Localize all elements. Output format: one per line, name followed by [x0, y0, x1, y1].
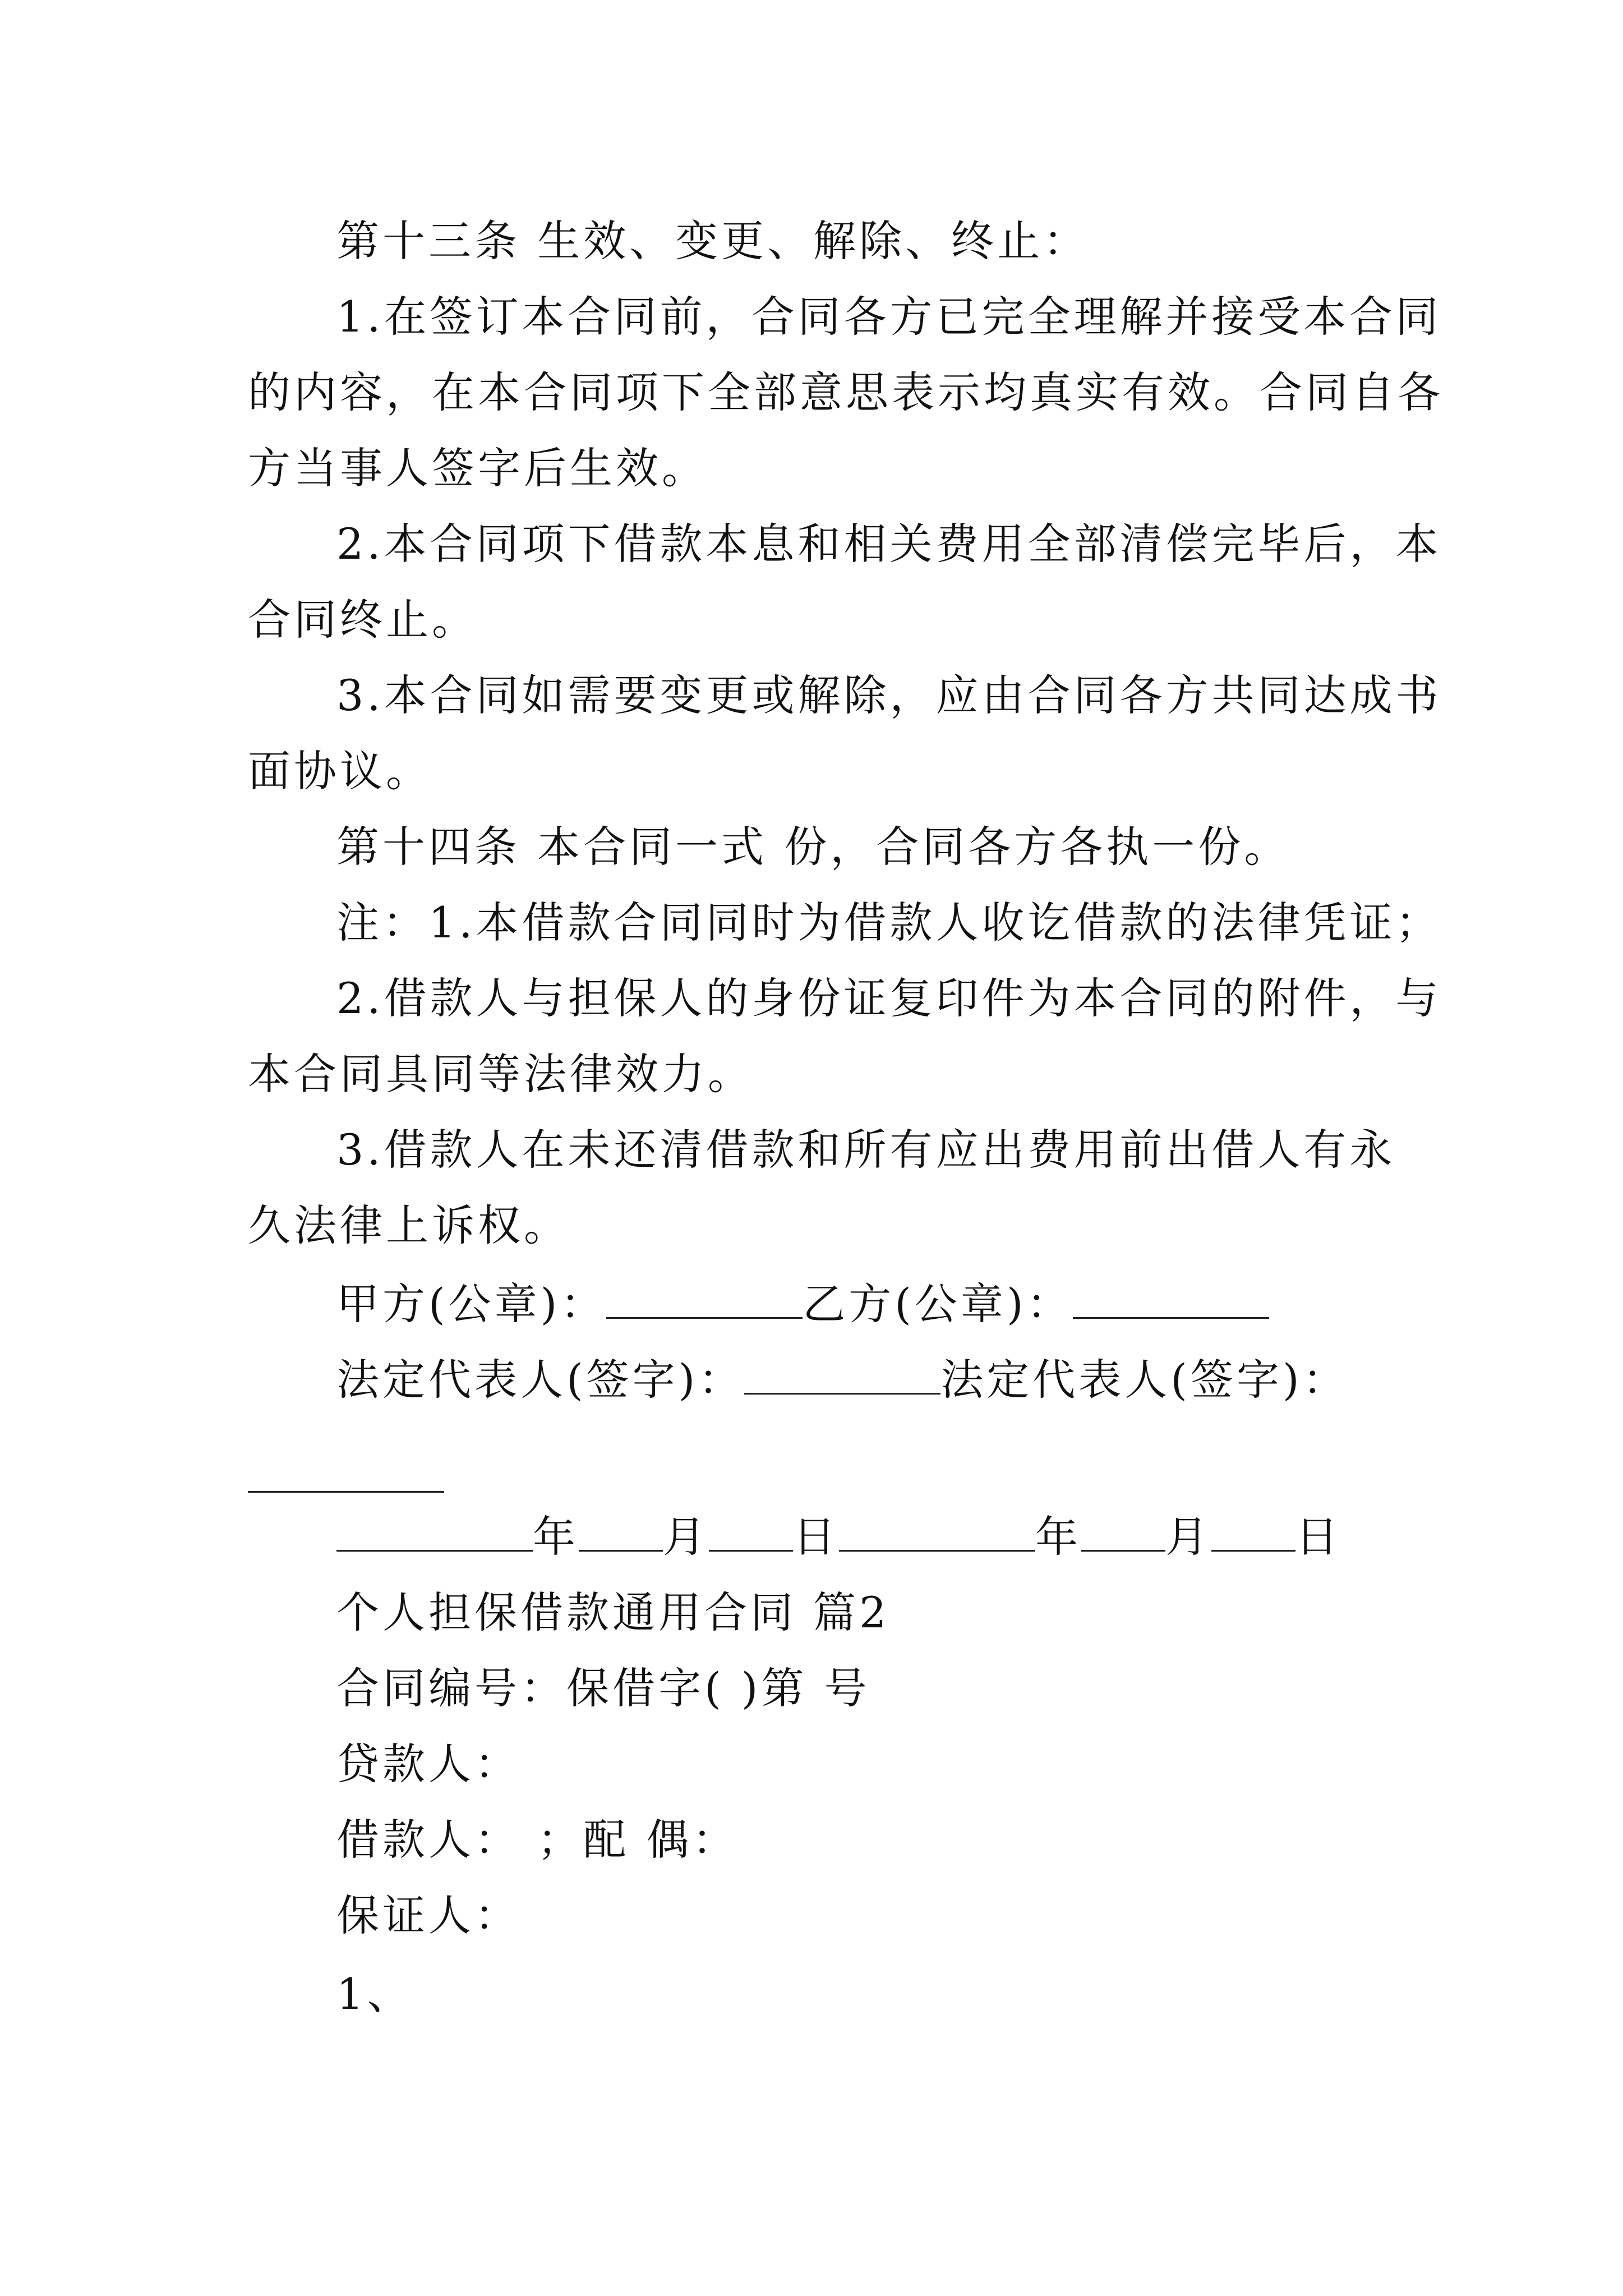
- month-label: 月: [663, 1512, 709, 1562]
- article-14-line: 第十四条 本合同一式 份，合同各方各执一份。: [336, 822, 1290, 872]
- month-label: 月: [1165, 1512, 1211, 1562]
- paragraph-line: 2.本合同项下借款本息和相关费用全部清偿完毕后，本: [336, 519, 1442, 569]
- note-line: 3.借款人在未还清借款和所有应出费用前出借人有永: [336, 1125, 1396, 1175]
- paragraph-line: 方当事人签字后生效。: [248, 443, 708, 493]
- day-label: 日: [1295, 1512, 1341, 1562]
- month-blank: [1081, 1511, 1165, 1552]
- borrower-line: 借款人： ；配 偶：: [336, 1815, 739, 1865]
- seal-line: [336, 1276, 1269, 1332]
- paragraph-line: 1.在签订本合同前，合同各方已完全理解并接受本合同: [336, 292, 1442, 342]
- party-a-rep-label: 法定代表人(签字)：: [336, 1355, 745, 1405]
- year-label: 年: [1035, 1512, 1081, 1562]
- day-label: 日: [793, 1512, 839, 1562]
- lender-line: 贷款人：: [336, 1739, 520, 1789]
- guarantor-line: 保证人：: [336, 1890, 520, 1940]
- party-a-rep-blank: [744, 1354, 940, 1395]
- date-line: [336, 1509, 1341, 1565]
- year-blank: [839, 1511, 1035, 1552]
- representative-line: [336, 1352, 1349, 1408]
- party-a-seal-label: 甲方(公章)：: [336, 1279, 607, 1329]
- note-line: 本合同具同等法律效力。: [248, 1049, 754, 1099]
- paragraph-line: 合同终止。: [248, 595, 478, 645]
- article-13-heading: 第十三条 生效、变更、解除、终止：: [336, 216, 1090, 266]
- party-b-seal-blank: [1073, 1278, 1269, 1319]
- party-b-rep-label: 法定代表人(签字)：: [940, 1355, 1349, 1405]
- note-line: 久法律上诉权。: [248, 1200, 570, 1250]
- list-item: 1、: [336, 1969, 413, 2019]
- party-b-seal-label: 乙方(公章)：: [803, 1279, 1073, 1329]
- paragraph-line: 3.本合同如需要变更或解除，应由合同各方共同达成书: [336, 670, 1442, 720]
- section-title: 个人担保借款通用合同 篇2: [336, 1588, 890, 1637]
- party-b-rep-blank: [248, 1491, 444, 1493]
- paragraph-line: 的内容，在本合同项下全部意思表示均真实有效。合同自各: [248, 367, 1444, 417]
- year-blank: [336, 1511, 533, 1552]
- note-line: 2.借款人与担保人的身份证复印件为本合同的附件，与: [336, 973, 1442, 1023]
- contract-number-line: 合同编号：保借字( )第 号: [336, 1663, 870, 1713]
- party-a-seal-blank: [606, 1278, 803, 1319]
- year-label: 年: [533, 1512, 579, 1562]
- paragraph-line: 面协议。: [248, 746, 432, 796]
- month-blank: [579, 1511, 663, 1552]
- day-blank: [709, 1511, 793, 1552]
- note-line: 注：1.本借款合同同时为借款人收讫借款的法律凭证；: [336, 898, 1442, 947]
- day-blank: [1211, 1511, 1295, 1552]
